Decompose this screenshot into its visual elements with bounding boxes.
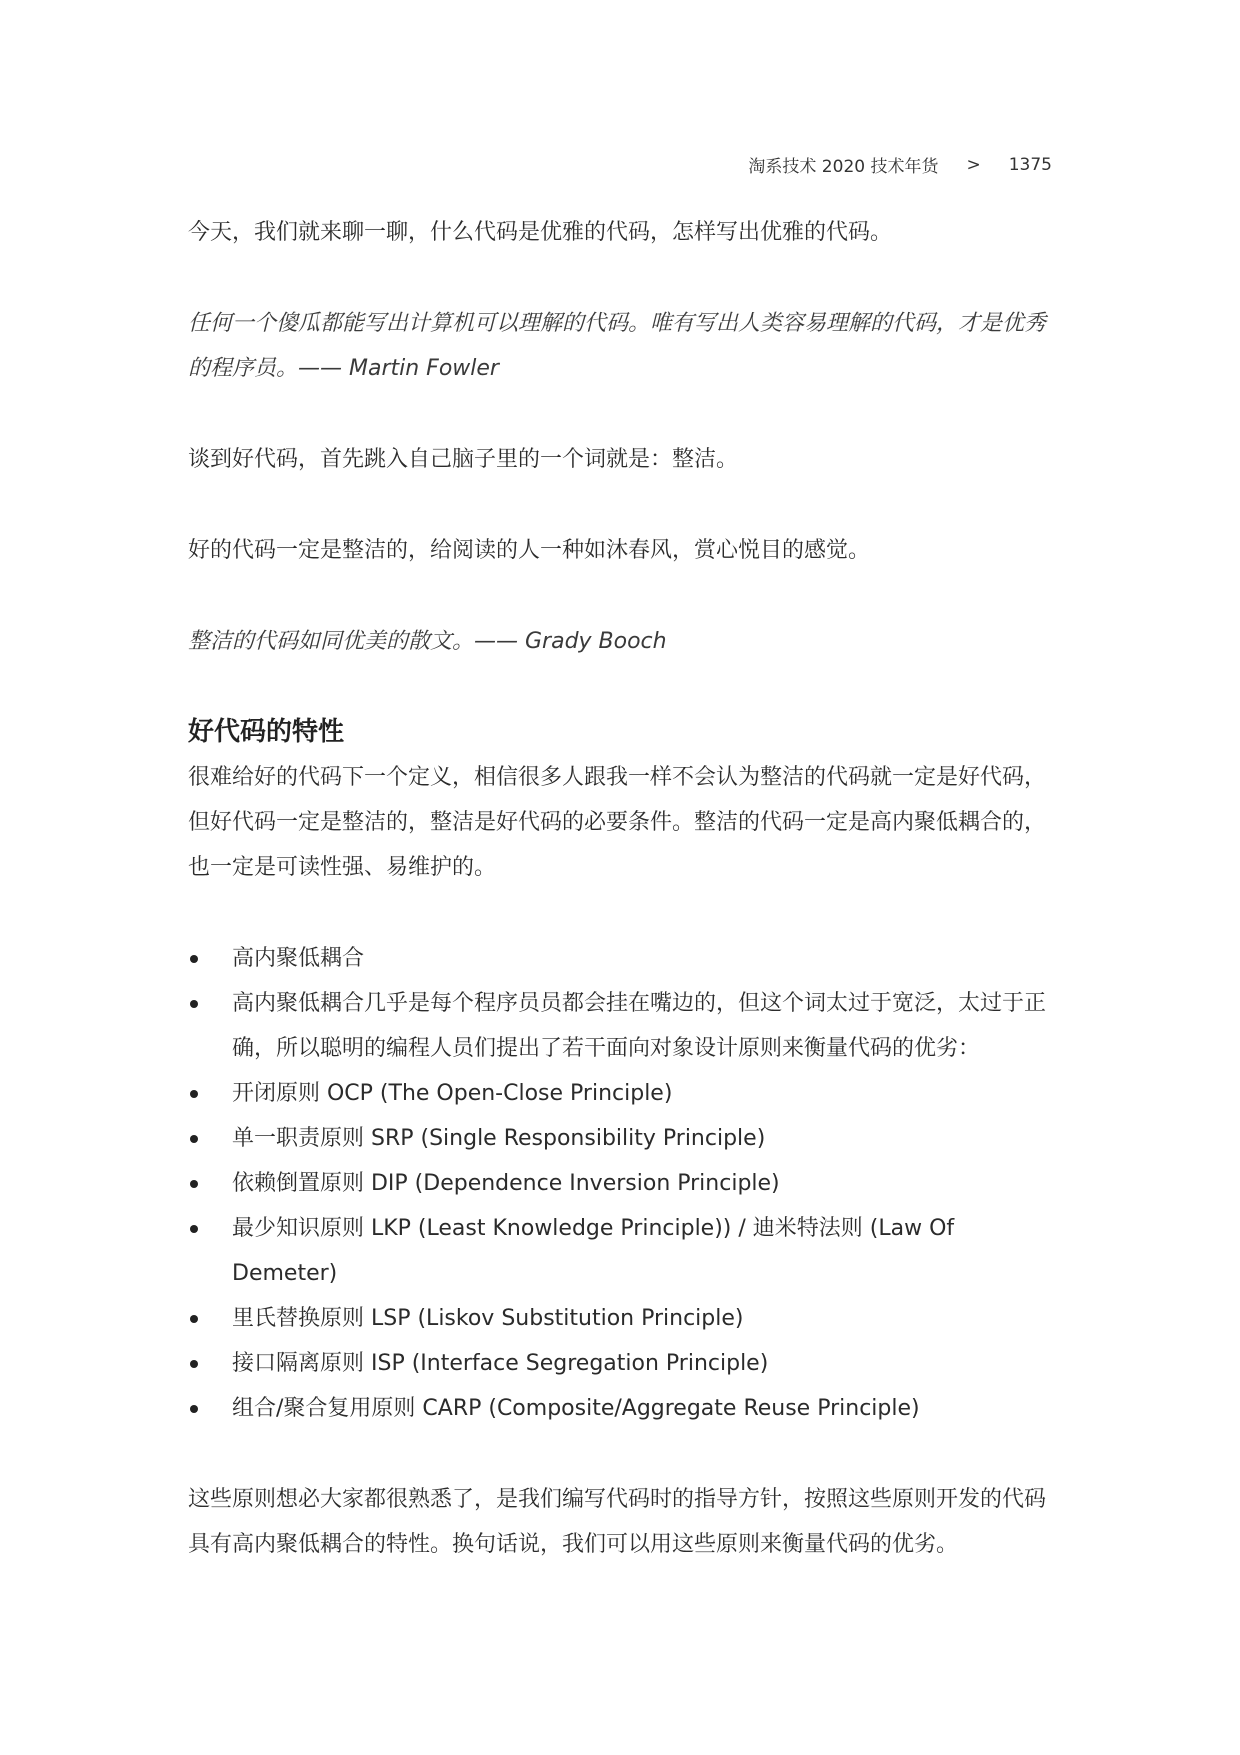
intro-paragraph: 今天，我们就来聊一聊，什么代码是优雅的代码，怎样写出优雅的代码。 (188, 220, 893, 245)
list-item: 里氏替换原则 LSP (Liskov Substitution Principle) (188, 1296, 1058, 1341)
list-item: 单一职责原则 SRP (Single Responsibility Principle) (188, 1116, 1058, 1161)
paragraph-feeling: 好的代码一定是整洁的，给阅读的人一种如沐春风，赏心悦目的感觉。 (188, 538, 871, 563)
page-number: 1375 (1008, 154, 1052, 175)
list-item: 最少知识原则 LKP (Least Knowledge Principle)) / 迪米特法则 (Law Of Demeter) (188, 1206, 1058, 1296)
paragraph-clean: 谈到好代码，首先跳入自己脑子里的一个词就是：整洁。 (188, 447, 739, 472)
list-item: 高内聚低耦合几乎是每个程序员员都会挂在嘴边的，但这个词太过于宽泛，太过于正确，所以聪明的编程人员们提出了若干面向对象设计原则来衡量代码的优劣： (188, 981, 1058, 1071)
list-item: 高内聚低耦合 (188, 936, 1058, 981)
quote-fowler: 任何一个傻瓜都能写出计算机可以理解的代码。唯有写出人类容易理解的代码，才是优秀的程序员。—— Martin Fowler (188, 311, 1047, 381)
list-item: 开闭原则 OCP (The Open-Close Principle) (188, 1071, 1058, 1116)
list-item: 接口隔离原则 ISP (Interface Segregation Principle) (188, 1341, 1058, 1386)
page-header (748, 152, 1052, 177)
section-body: 很难给好的代码下一个定义，相信很多人跟我一样不会认为整洁的代码就一定是好代码，但好代码一定是整洁的，整洁是好代码的必要条件。整洁的代码一定是高内聚低耦合的，也一定是可读性强、易维护的。 (188, 765, 1047, 880)
list-item: 组合/聚合复用原则 CARP (Composite/Aggregate Reuse Principle) (188, 1386, 1058, 1431)
closing-paragraph: 这些原则想必大家都很熟悉了，是我们编写代码时的指导方针，按照这些原则开发的代码具有高内聚低耦合的特性。换句话说，我们可以用这些原则来衡量代码的优劣。 (188, 1487, 1047, 1557)
header-title: 淘系技术 2020 技术年货 (748, 157, 939, 177)
principles-list (188, 936, 1058, 1431)
header-separator: > (966, 154, 981, 175)
quote-booch: 整洁的代码如同优美的散文。—— Grady Booch (188, 629, 667, 654)
list-item: 依赖倒置原则 DIP (Dependence Inversion Principle) (188, 1161, 1058, 1206)
section-heading: 好代码的特性 (188, 717, 345, 747)
page-content (188, 210, 1058, 1567)
